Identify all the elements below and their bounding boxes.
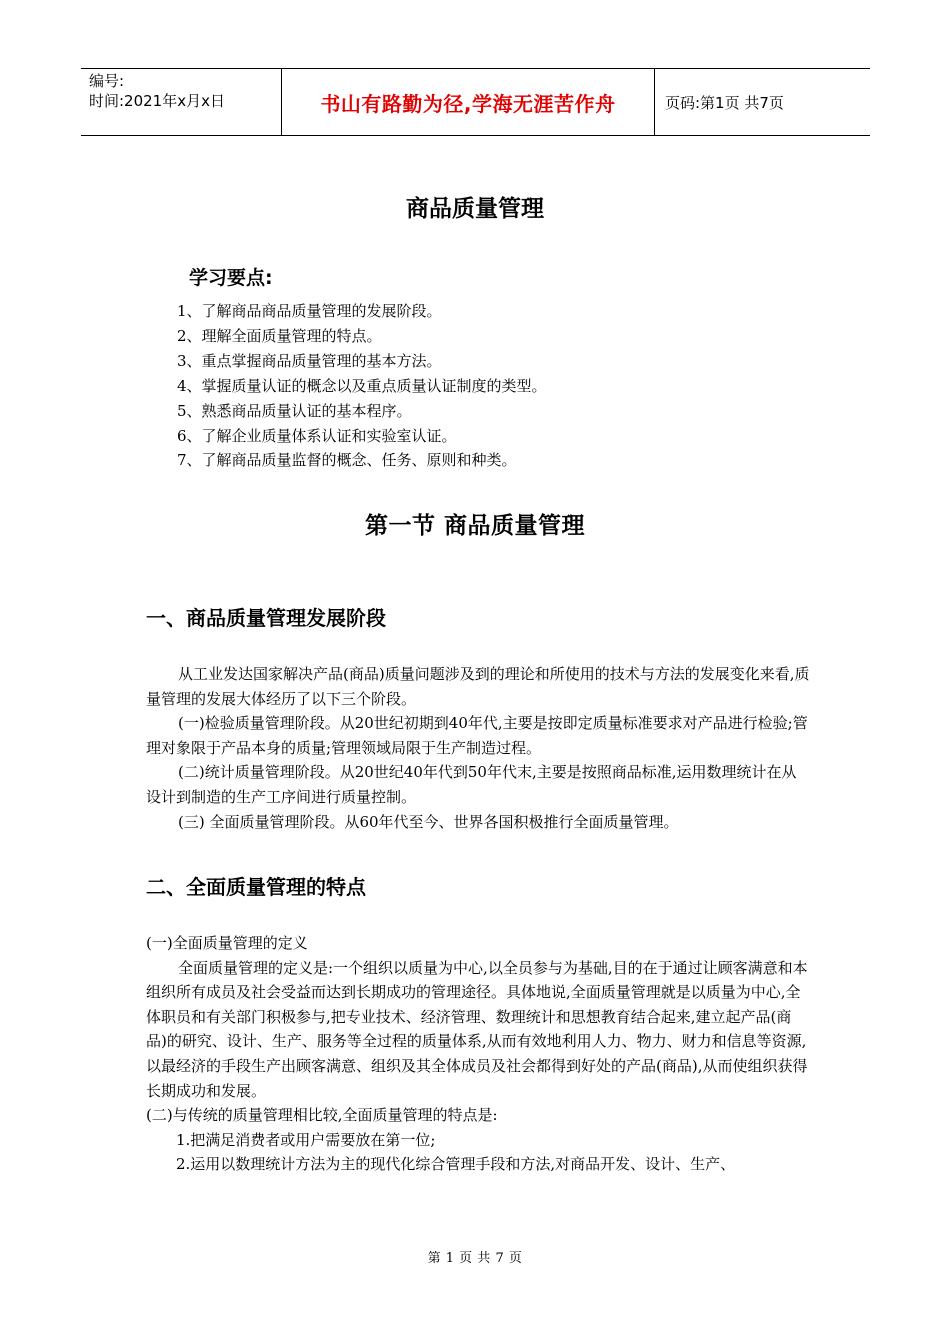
definition-paragraph: 全面质量管理的定义是:一个组织以质量为中心,以全员参与为基础,目的在于通过让顾客满意和本组织所有成员及社会受益而达到长期成功的管理途径。具体地说,全面质量管理就是以质量为中心,全体职员和有关部门积极参与,把专业技术、经济管理、数理统计和思想教育结合起来,建立起产品(商品)的研究、设计、生产、服务等全过程的质量体系,从而有效地利用人力、物力、财力和信息等资源,以最经济的手段生产出顾客满意、组织及其全体成员及社会都得到好处的产品(商品),从而使组织获得长期成功和发展。	[146, 958, 808, 1100]
document-title: 商品质量管理	[406, 196, 544, 222]
page-header	[81, 68, 870, 136]
subsection-b-heading: (二)与传统的质量管理相比较,全面质量管理的特点是:	[146, 1106, 498, 1125]
paragraph: (一)检验质量管理阶段。从20世纪初期到40年代,主要是按即定质量标准要求对产品进行检验;管理对象限于产品本身的质量;管理领域局限于生产制造过程。	[146, 714, 808, 757]
header-meta	[81, 69, 282, 135]
part2-body	[146, 931, 810, 1177]
list-item: 4、掌握质量认证的概念以及重点质量认证制度的类型。	[177, 376, 547, 395]
list-item: 7、了解商品质量监督的概念、任务、原则和种类。	[177, 451, 517, 470]
part1-heading: 一、商品质量管理发展阶段	[146, 606, 386, 630]
list-item: 2、理解全面质量管理的特点。	[177, 326, 382, 345]
section-title: 第一节 商品质量管理	[364, 513, 585, 539]
feature-item: 2.运用以数理统计方法为主的现代化综合管理手段和方法,对商品开发、设计、生产、	[176, 1155, 736, 1174]
list-item: 1、了解商品商品质量管理的发展阶段。	[177, 302, 442, 320]
paragraph: (三) 全面质量管理阶段。从60年代至今、世界各国积极推行全面质量管理。	[178, 812, 679, 831]
list-item: 5、熟悉商品质量认证的基本程序。	[177, 401, 412, 420]
feature-item: 1.把满足消费者或用户需要放在第一位;	[176, 1130, 436, 1149]
part2-heading: 二、全面质量管理的特点	[146, 875, 366, 899]
list-item: 3、重点掌握商品质量管理的基本方法。	[177, 351, 442, 370]
list-item: 6、了解企业质量体系认证和实验室认证。	[177, 426, 457, 445]
paragraph: 从工业发达国家解决产品(商品)质量问题涉及到的理论和所使用的技术与方法的发展变化来看,质量管理的发展大体经历了以下三个阶段。	[146, 665, 810, 708]
key-points-heading: 学习要点:	[189, 267, 273, 289]
subsection-a-heading: (一)全面质量管理的定义	[146, 934, 308, 952]
serial-label: 编号:	[89, 72, 125, 90]
header-page-info: 页码:第1页 共7页	[665, 93, 784, 112]
paragraph: (二)统计质量管理阶段。从20世纪40年代到50年代末,主要是按照商品标准,运用数理统计在从设计到制造的生产工序间进行质量控制。	[146, 763, 797, 806]
page-footer: 第 1 页 共 7 页	[427, 1251, 523, 1266]
key-points-list	[177, 299, 547, 473]
header-motto: 书山有路勤为径,学海无涯苦作舟	[282, 69, 655, 135]
time-label: 时间:2021年x月x日	[89, 92, 225, 110]
part1-body	[146, 662, 810, 834]
